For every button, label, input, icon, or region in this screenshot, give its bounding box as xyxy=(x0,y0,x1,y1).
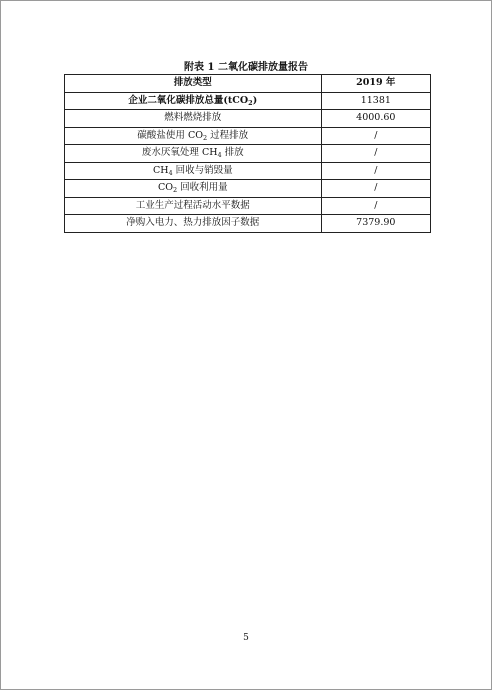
row-label-text: 碳酸盐使用 CO xyxy=(137,129,203,141)
row-label-suffix: 回收利用量 xyxy=(177,182,228,194)
row-value: / xyxy=(321,180,430,198)
table-row xyxy=(65,110,431,128)
row-label-suffix: 排放 xyxy=(221,147,244,159)
row-label xyxy=(65,92,322,110)
row-label xyxy=(65,162,322,180)
row-label-text: CH xyxy=(152,164,169,176)
table-row xyxy=(65,162,431,180)
row-value: / xyxy=(321,162,430,180)
row-value: / xyxy=(321,145,430,163)
row-label-subscript: 2 xyxy=(248,98,253,107)
row-label-text: 工业生产过程活动水平数据 xyxy=(135,199,250,211)
row-label-text: CO xyxy=(157,182,173,194)
page-number: 5 xyxy=(243,633,249,643)
row-label-text: 燃料燃烧排放 xyxy=(164,112,222,124)
row-value: 11381 xyxy=(321,92,430,110)
emissions-table xyxy=(64,74,431,233)
table-row xyxy=(65,92,431,110)
header-year: 2019 年 xyxy=(321,75,430,93)
row-label xyxy=(65,180,322,198)
row-label-suffix: 过程排放 xyxy=(207,129,249,141)
row-label xyxy=(65,215,322,233)
row-label-suffix: ) xyxy=(252,94,258,106)
row-label-subscript: 2 xyxy=(173,186,178,195)
table-row xyxy=(65,197,431,215)
row-label-text: 企业二氧化碳排放总量(tCO xyxy=(128,94,249,106)
table-header-row xyxy=(65,75,431,93)
row-label-suffix: 回收与销毁量 xyxy=(172,164,233,176)
row-label xyxy=(65,127,322,145)
row-label-subscript: 4 xyxy=(217,151,222,160)
row-label xyxy=(65,197,322,215)
table-row xyxy=(65,127,431,145)
row-value: / xyxy=(321,197,430,215)
row-label-subscript: 2 xyxy=(203,133,208,142)
table-title: 附表 1 二氧化碳排放量报告 xyxy=(184,62,308,73)
row-value: 7379.90 xyxy=(321,215,430,233)
row-label-text: 净购入电力、热力排放因子数据 xyxy=(126,217,260,229)
table-row xyxy=(65,180,431,198)
row-label xyxy=(65,110,322,128)
row-label-subscript: 4 xyxy=(168,168,173,177)
table-row xyxy=(65,145,431,163)
row-label xyxy=(65,145,322,163)
row-value: / xyxy=(321,127,430,145)
table-row xyxy=(65,215,431,233)
header-emission-type: 排放类型 xyxy=(65,75,322,93)
table-body xyxy=(65,92,431,232)
row-label-text: 废水厌氧处理 CH xyxy=(141,147,218,159)
row-value: 4000.60 xyxy=(321,110,430,128)
